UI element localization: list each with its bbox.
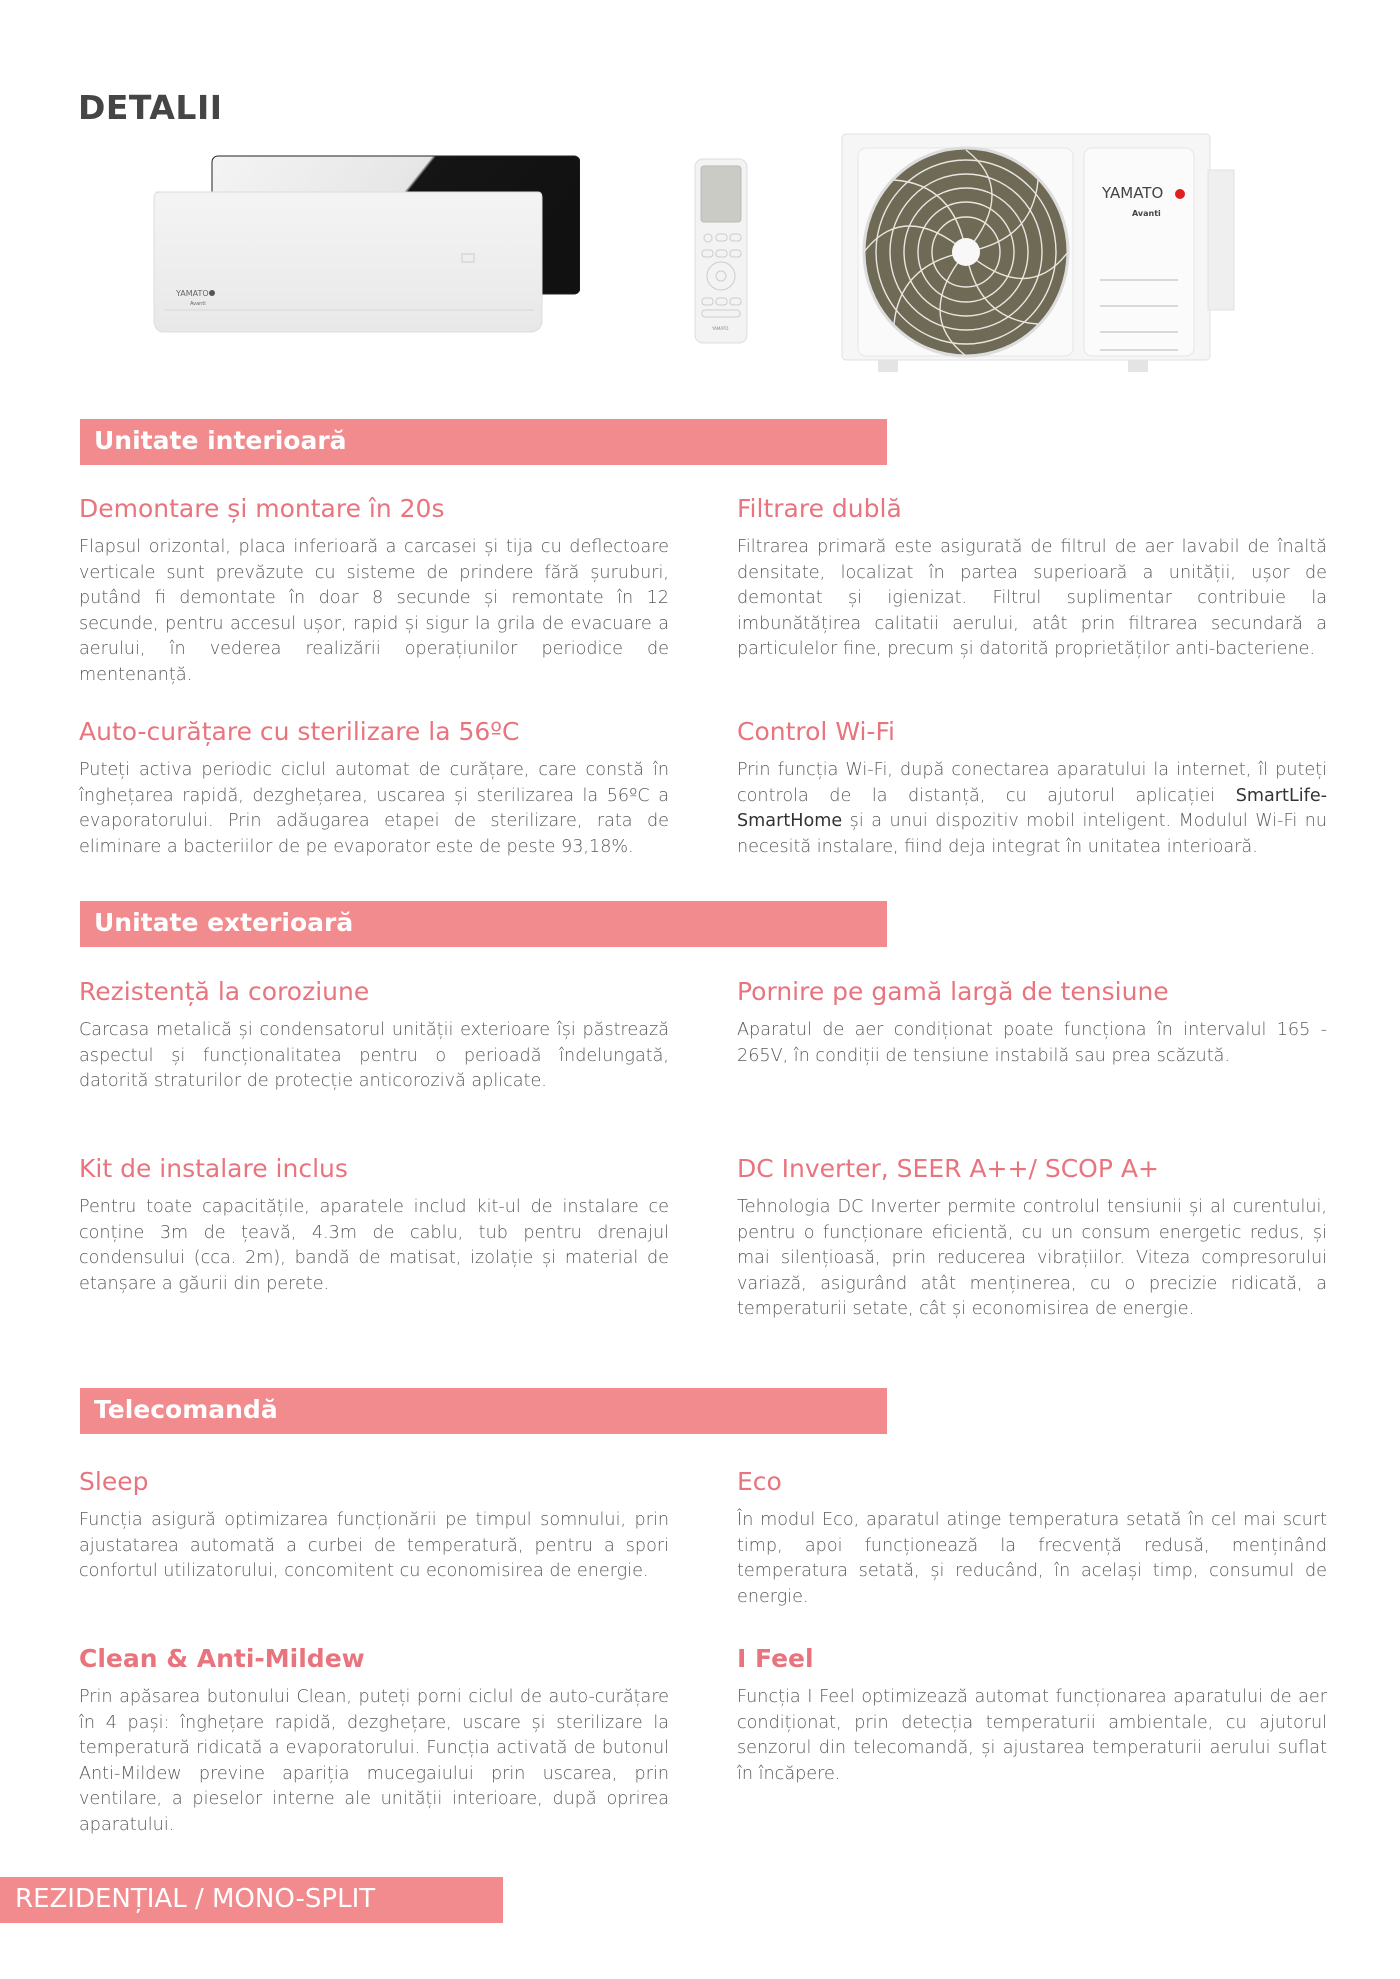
section-title: Telecomandă <box>94 1395 278 1424</box>
feature-title: Kit de instalare inclus <box>79 1154 348 1183</box>
feature-title: Demontare și montare în 20s <box>79 494 445 523</box>
feature-text: Filtrarea primară este asigurată de filtrul de aer lavabil de înaltă densitate, localizat în partea superioară a unității, ușor de demontat și igienizat. Filtrul suplimentar contribuie la imbunătățirea calitatii aerului, atât prin filtrarea secundară a particulelor fine, precum și datorită proprietăților anti-bacteriene. <box>737 537 1327 659</box>
feature-install-kit <box>79 1153 669 1297</box>
brand-dot-icon <box>1175 189 1185 199</box>
feature-text: Prin apăsarea butonului Clean, puteți porni ciclul de auto-curățare în 4 pași: înghețare rapidă, dezghețare, uscare și sterilizare la temperatură ridicată a evaporatorului. Funcția activată de butonul Anti-Mildew previne apariția mucegaiului prin uscarea, prin ventilare, a pieselor interne ale unității interioare, după oprirea aparatului. <box>79 1687 669 1835</box>
feature-dc-inverter <box>737 1153 1327 1323</box>
app-name: SmartLife-SmartHome <box>737 785 1327 831</box>
feature-text: Flapsul orizontal, placa inferioară a carcasei și tija cu deflectoare verticale sunt prevăzute cu sisteme de prindere fără șuruburi, putând fi demontate în doar 8 secunde și remontate în 12 secunde, pentru accesul ușor, rapid și sigur la grila de evacuare a aerului, în vederea realizării operațiunilor periodice de mentenanță. <box>79 537 669 685</box>
feature-disassembly <box>79 493 669 688</box>
feature-text: Prin funcția Wi-Fi, după conectarea aparatului la internet, îl puteți controla de la distanță, cu ajutorul aplicației SmartLife-SmartHome și a unui dispozitiv mobil inteligent. Modulul Wi-Fi nu necesită instalare, fiind deja integrat în unitatea interioară. <box>737 760 1327 857</box>
section-title: Unitate interioară <box>94 426 347 455</box>
feature-title: Control Wi-Fi <box>737 717 895 746</box>
svg-text:YAMATO: YAMATO <box>712 326 729 331</box>
feature-text: În modul Eco, aparatul atinge temperatura setată în cel mai scurt timp, apoi funcționează la frecvență redusă, menținând temperatura setată, și reducând, în același timp, consumul de energie. <box>737 1510 1327 1607</box>
footer-label: REZIDENȚIAL / MONO-SPLIT <box>15 1884 376 1914</box>
footer-category-banner <box>0 1877 503 1923</box>
white-unit <box>154 192 542 332</box>
feature-title: Sleep <box>79 1467 149 1496</box>
remote-screen <box>701 166 741 222</box>
outdoor-unit-image <box>838 130 1236 380</box>
feature-text: Pentru toate capacitățile, aparatele includ kit-ul de instalare ce conține 3m de țeavă, 4.3m de cablu, tub pentru drenajul condensului (cca. 2m), bandă de matisat, izolație și material de etanșare a găurii din perete. <box>79 1197 669 1294</box>
feature-eco <box>737 1466 1327 1610</box>
indoor-unit-image <box>150 150 580 340</box>
feature-voltage-range <box>737 976 1327 1069</box>
svg-text:Avanti: Avanti <box>190 301 206 307</box>
feature-wifi-control <box>737 716 1327 860</box>
feature-corrosion <box>79 976 669 1095</box>
feature-title: Pornire pe gamă largă de tensiune <box>737 977 1169 1006</box>
feature-double-filter <box>737 493 1327 663</box>
feature-title: Clean & Anti-Mildew <box>79 1644 365 1673</box>
section-banner-outdoor <box>80 901 887 947</box>
indoor-logo: YAMATO <box>176 289 209 298</box>
feature-text: Funcția asigură optimizarea funcționării pe timpul somnului, prin ajustatarea automată a curbei de temperatură, pentru a spori confortul utilizatorului, concomitent cu economisirea de energie. <box>79 1510 669 1581</box>
feature-i-feel <box>737 1643 1327 1787</box>
feature-auto-clean <box>79 716 669 860</box>
feature-title: Filtrare dublă <box>737 494 902 523</box>
feature-text: Carcasa metalică și condensatorul unității exterioare își păstrează aspectul și funcționalitatea pentru o perioadă îndelungată, datorită straturilor de protecție anticorozivă aplicate. <box>79 1020 669 1091</box>
page-title: DETALII <box>78 88 223 127</box>
svg-text:Avanti: Avanti <box>1132 209 1161 218</box>
feature-title: Auto-curățare cu sterilizare la 56ºC <box>79 717 520 746</box>
feature-text: Aparatul de aer condiționat poate funcționa în intervalul 165 - 265V, în condiții de tensiune instabilă sau prea scăzută. <box>737 1020 1327 1066</box>
feature-title: DC Inverter, SEER A++/ SCOP A+ <box>737 1154 1159 1183</box>
brand-dot-icon <box>209 290 215 296</box>
feature-text: Puteți activa periodic ciclul automat de curățare, care constă în înghețarea rapidă, dezghețarea, uscarea și sterilizarea la 56ºC a evaporatorului. Prin adăugarea etapei de sterilizare, rata de eliminare a bacteriilor de pe evaporator este de peste 93,18%. <box>79 760 669 857</box>
section-banner-remote <box>80 1388 887 1434</box>
remote-control-image <box>694 158 748 344</box>
feature-sleep <box>79 1466 669 1585</box>
feature-title: I Feel <box>737 1644 814 1673</box>
feature-text: Funcția I Feel optimizează automat funcționarea aparatului de aer condiționat, prin detecția temperaturii ambientale, cu ajutorul senzorul din telecomandă, și ajustarea temperaturii aerului suflat în încăpere. <box>737 1687 1327 1784</box>
feature-title: Eco <box>737 1467 782 1496</box>
feature-clean-anti-mildew <box>79 1643 669 1838</box>
feature-text: Tehnologia DC Inverter permite controlul tensiunii și al curentului, pentru o funcționare eficientă, cu un consum energetic redus, și mai silențioasă, prin reducerea vibrațiilor. Viteza compresorului variază, asigurând atât menținerea, cu o precizie ridicată, a temperaturii setate, cât și economisirea de energie. <box>737 1197 1327 1319</box>
section-banner-indoor <box>80 419 887 465</box>
section-title: Unitate exterioară <box>94 908 354 937</box>
feature-title: Rezistență la coroziune <box>79 977 370 1006</box>
outdoor-logo: YAMATO <box>1102 184 1164 202</box>
